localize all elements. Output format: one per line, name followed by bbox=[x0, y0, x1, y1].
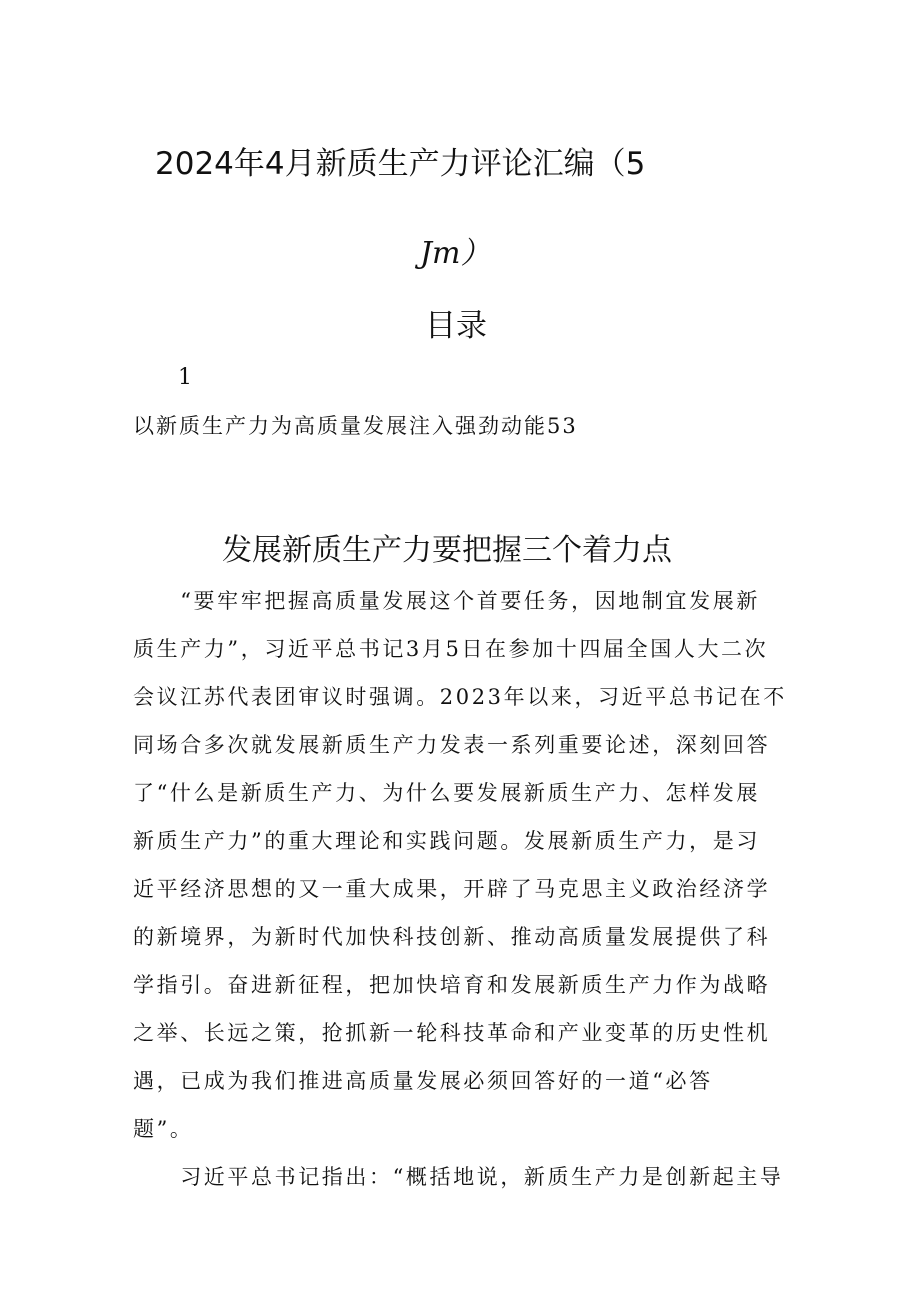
body-line: 题”。 bbox=[133, 1117, 194, 1141]
section-heading: 发展新质生产力要把握三个着力点 bbox=[222, 533, 672, 568]
toc-number: 1 bbox=[178, 365, 192, 390]
body-line: 同场合多次就发展新质生产力发表一系列重要论述，深刻回答 bbox=[133, 733, 771, 757]
body-line: 遇，已成为我们推进高质量发展必须回答好的一道“必答 bbox=[133, 1069, 713, 1093]
body-line: “要牢牢把握高质量发展这个首要任务，因地制宜发展新 bbox=[133, 589, 760, 613]
toc-heading: 目录 bbox=[425, 308, 487, 344]
body-line: 质生产力”，习近平总书记3月5日在参加十四届全国人大二次 bbox=[133, 637, 769, 661]
body-line: 会议江苏代表团审议时强调。2023年以来，习近平总书记在不 bbox=[133, 685, 787, 709]
body-line: 学指引。奋进新征程，把加快培育和发展新质生产力作为战略 bbox=[133, 973, 771, 997]
body-line: 的新境界，为新时代加快科技创新、推动高质量发展提供了科 bbox=[133, 925, 771, 949]
body-line: 新质生产力”的重大理论和实践问题。发展新质生产力，是习 bbox=[133, 829, 760, 853]
body-line: 之举、长远之策，抢抓新一轮科技革命和产业变革的历史性机 bbox=[133, 1021, 771, 1045]
document-title-line-2: Jm） bbox=[420, 236, 491, 271]
body-line: 习近平总书记指出：“概括地说，新质生产力是创新起主导 bbox=[133, 1165, 784, 1189]
toc-item: 以新质生产力为高质量发展注入强劲动能53 bbox=[133, 414, 578, 438]
body-line: 了“什么是新质生产力、为什么要发展新质生产力、怎样发展 bbox=[133, 781, 760, 805]
body-line: 近平经济思想的又一重大成果，开辟了马克思主义政治经济学 bbox=[133, 877, 771, 901]
document-title-line-1: 2024年4月新质生产力评论汇编（5 bbox=[155, 146, 646, 182]
